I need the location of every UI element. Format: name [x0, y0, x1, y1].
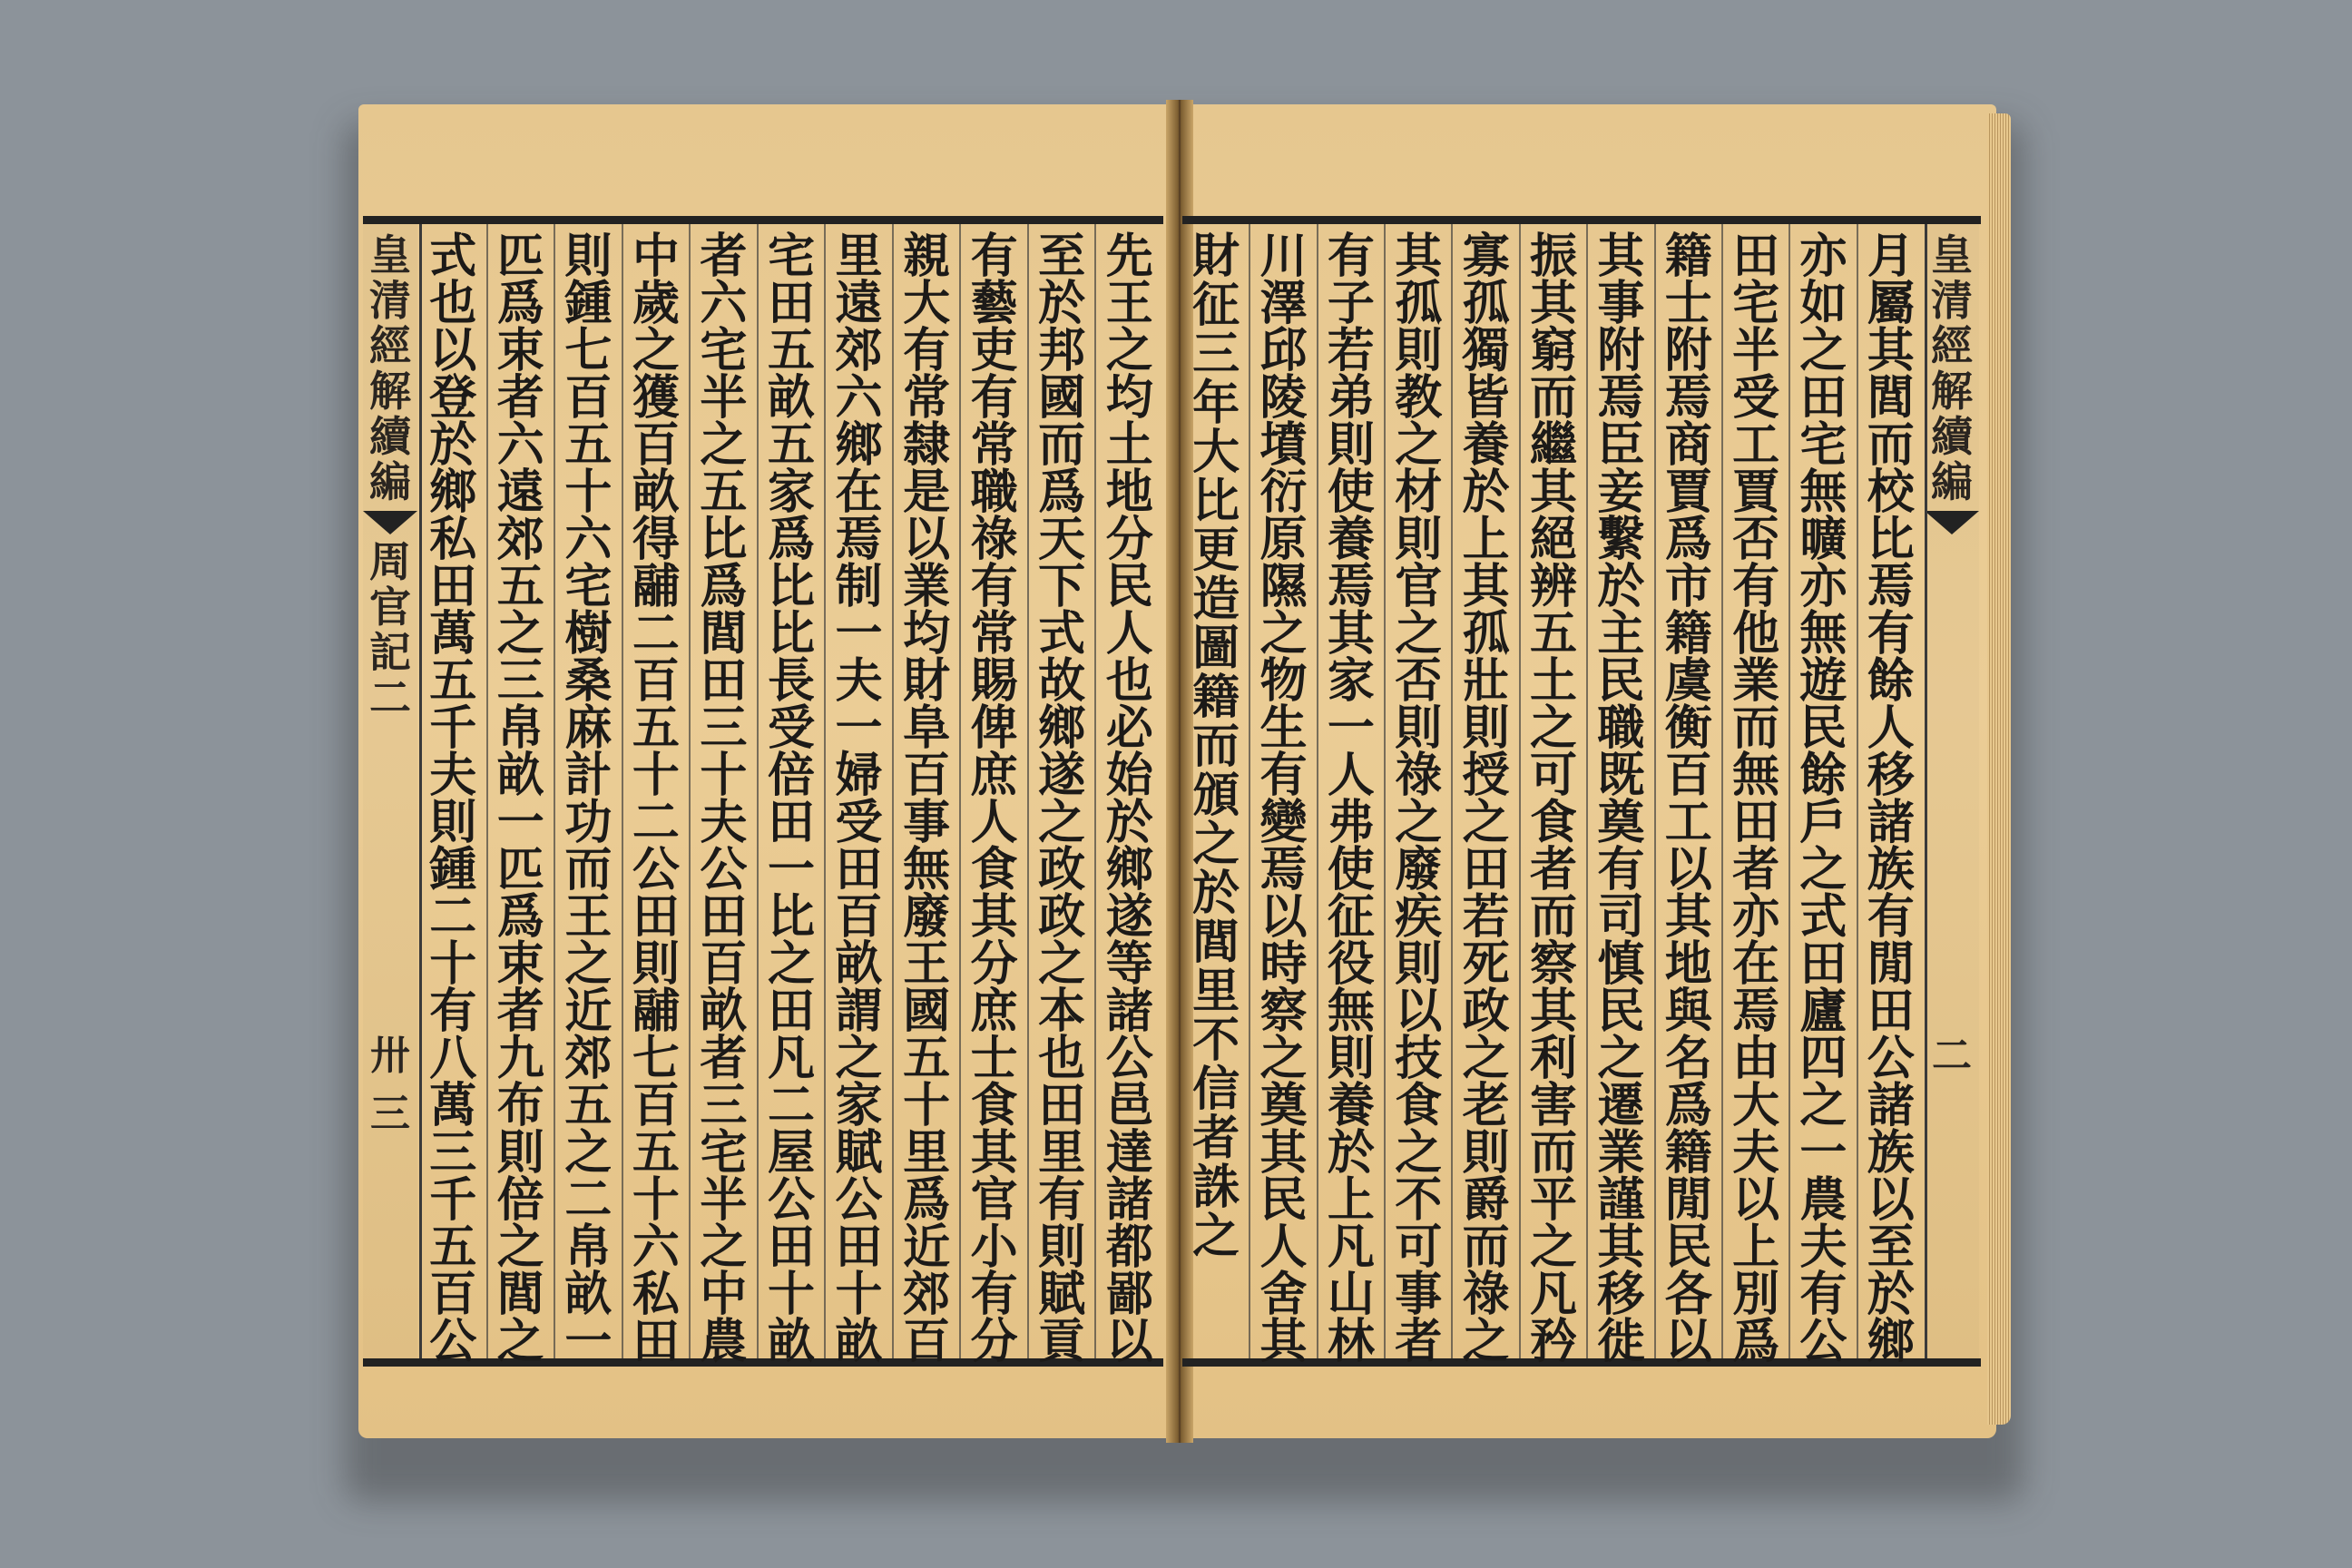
column-text: 先 王 之 均 土 地 分 民 人 也 必 始 於 鄉 遂 等 諸 公 邑 達 諸 都 鄙 以 — [1105, 229, 1153, 1369]
text-column — [1722, 224, 1789, 1369]
column-text: 者 六 宅 半 之 五 比 爲 閭 田 三 十 夫 公 田 百 畝 者 三 宅 半 之 中 農 — [700, 229, 748, 1369]
fish-tail-mark — [1925, 511, 1979, 534]
text-column — [758, 224, 826, 1369]
text-column — [622, 224, 691, 1369]
column-text: 田 宅 半 受 工 賈 否 有 他 業 而 無 田 者 亦 在 焉 由 大 夫 以 上 別 爲 — [1732, 229, 1780, 1369]
text-column — [1250, 224, 1317, 1369]
text-column — [1318, 224, 1385, 1369]
text-column — [487, 224, 555, 1369]
column-text: 亦 如 之 田 宅 無 曠 亦 無 遊 民 餘 戶 之 式 田 廬 四 之 一 農 夫 有 公 — [1799, 229, 1847, 1369]
column-text: 匹 爲 束 者 六 遠 郊 五 之 三 帛 畝 一 匹 爲 束 者 九 布 則 倍 之 閭 之 — [496, 229, 544, 1369]
right-page-margin — [1925, 224, 1979, 1358]
text-column — [419, 224, 487, 1369]
column-text: 親 大 有 常 隸 是 以 業 均 財 阜 百 事 無 廢 王 國 五 十 里 爲 近 郊 百 — [903, 229, 951, 1369]
text-column — [1520, 224, 1587, 1369]
text-column — [1655, 224, 1722, 1369]
column-text: 其 孤 則 教 之 材 則 官 之 否 則 祿 之 廢 疾 則 以 技 食 之 不 可 事 者 — [1395, 229, 1443, 1369]
text-column — [1028, 224, 1096, 1369]
column-text: 寡 孤 獨 皆 養 於 上 其 孤 壯 則 授 之 田 若 死 政 之 老 則 爵 而 祿 之 — [1462, 229, 1510, 1369]
text-column — [554, 224, 622, 1369]
column-text: 其 事 附 焉 臣 妾 繫 於 主 民 職 既 奠 有 司 慎 民 之 遷 業 謹 其 移 徙 — [1597, 229, 1645, 1369]
column-text: 振 其 窮 而 繼 其 絕 辨 五 土 之 可 食 者 而 察 其 利 害 而 平 之 凡 矜 — [1529, 229, 1577, 1369]
column-text: 月 屬 其 閭 而 校 比 焉 有 餘 人 移 諸 族 有 閒 田 公 諸 族 以 至 於 鄉 — [1867, 229, 1915, 1369]
text-column — [690, 224, 758, 1369]
fish-tail-mark — [363, 511, 417, 534]
column-text: 至 於 邦 國 而 爲 天 下 式 故 鄉 遂 之 政 政 之 本 也 田 里 有 則 賦 貢 — [1038, 229, 1086, 1369]
left-page-margin — [363, 224, 417, 1358]
column-text: 有 藝 吏 有 常 職 祿 有 常 賜 俾 庶 人 食 其 分 庶 士 食 其 官 小 有 分 — [970, 229, 1018, 1369]
text-column — [1857, 224, 1925, 1369]
text-column — [1095, 224, 1163, 1369]
column-text: 籍 士 附 焉 商 賈 爲 市 籍 虞 衡 百 工 以 其 地 與 名 爲 籍 閒 民 各 以 — [1664, 229, 1712, 1369]
right-text-block — [1182, 216, 1981, 1367]
text-column — [893, 224, 961, 1369]
margin-rule — [1925, 224, 1927, 1358]
running-title: 皇 清 經 解 續 編 周 官 記 二 — [363, 233, 417, 721]
column-text: 中 歲 之 獲 百 畝 得 鬴 二 百 五 十 二 公 田 則 鬴 七 百 五 十 六 私 田 — [632, 229, 680, 1369]
text-column — [825, 224, 893, 1369]
running-title: 皇 清 經 解 續 編 — [1925, 233, 1979, 540]
text-column — [1385, 224, 1452, 1369]
text-column — [1789, 224, 1857, 1369]
text-column — [1587, 224, 1654, 1369]
column-text: 有 子 若 弟 則 使 養 焉 其 家 一 人 弗 使 征 役 無 則 養 於 上 凡 山 林 — [1327, 229, 1375, 1369]
page-edges — [1987, 113, 2011, 1425]
column-text: 財 征 三 年 大 比 更 造 圖 籍 而 頒 之 於 閭 里 不 信 者 誅 之 — [1192, 229, 1240, 1264]
text-column — [1182, 224, 1250, 1358]
page-number: 卅 三 — [370, 1033, 410, 1137]
text-column — [1452, 224, 1519, 1369]
column-text: 川 澤 邱 陵 墳 衍 原 隰 之 物 生 有 變 焉 以 時 察 之 奠 其 民 人 舍 其 — [1259, 229, 1308, 1369]
section-title: 周 官 記 二 — [369, 537, 411, 722]
column-text: 則 鍾 七 百 五 十 六 宅 樹 桑 麻 計 功 而 王 之 近 郊 五 之 二 帛 畝 一 — [564, 229, 612, 1369]
page-number: 二 — [1932, 1033, 1972, 1079]
column-text: 宅 田 五 畝 五 家 爲 比 比 長 受 倍 田 一 比 之 田 凡 二 屋 公 田 十 畝 — [767, 229, 815, 1369]
column-text: 里 遠 郊 六 鄉 在 焉 制 一 夫 一 婦 受 田 百 畝 謂 之 家 賦 公 田 十 畝 — [835, 229, 883, 1369]
column-text: 式 也 以 登 於 鄉 私 田 萬 五 千 夫 則 鍾 二 十 有 八 萬 三 千 五 百 公 — [429, 229, 477, 1369]
left-text-block — [363, 216, 1163, 1367]
text-column — [960, 224, 1028, 1369]
